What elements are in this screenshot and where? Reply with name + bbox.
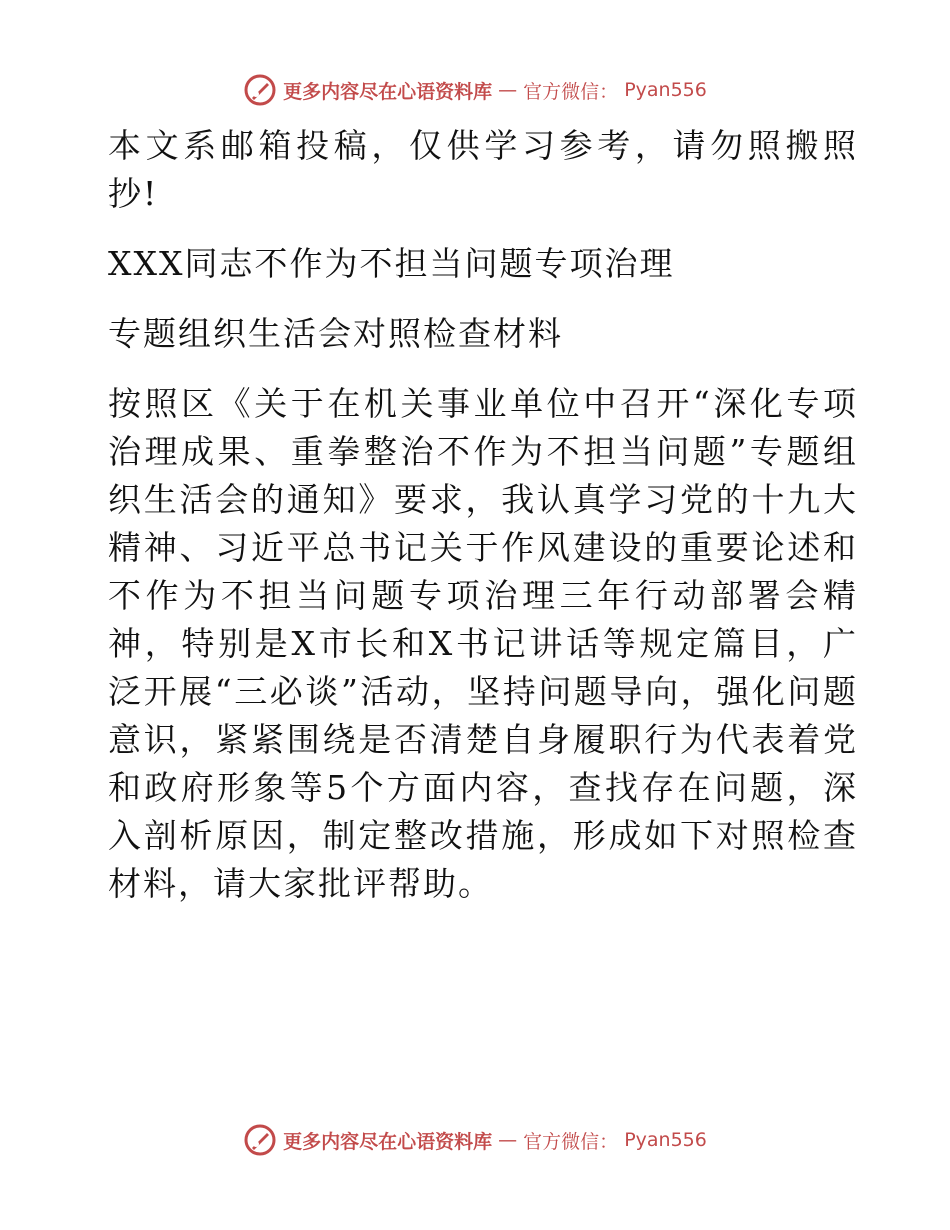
quill-logo-icon [243, 73, 277, 107]
watermark-brand-text: 更多内容尽在心语资料库 [283, 1130, 493, 1153]
watermark-separator: — [498, 1129, 518, 1151]
body-paragraph: 按照区《关于在机关事业单位中召开“深化专项治理成果、重拳整治不作为不担当问题”专题组织生活会的通知》要求，我认真学习党的十九大精神、习近平总书记关于作风建设的重要论述和不作为不担当问题专项治理三年行动部署会精神，特别是X市长和X书记讲话等规定篇目，广泛开展“三必谈”活动，坚持问题导向，强化问题意识，紧紧围绕是否清楚自身履职行为代表着党和政府形象等5个方面内容，查找存在问题，深入剖析原因，制定整改措施，形成如下对照检查材料，请大家批评帮助。 [108, 384, 858, 903]
watermark-wechat-label: 官方微信： [523, 1130, 619, 1153]
document-title-line-1: XXX同志不作为不担当问题专项治理 [108, 244, 675, 283]
submission-notice: 本文系邮箱投稿，仅供学习参考，请勿照搬照抄! [108, 126, 858, 213]
watermark-wechat-id: Pyan556 [624, 79, 707, 101]
document-title-line-2: 专题组织生活会对照检查材料 [108, 314, 563, 353]
footer-watermark [0, 1120, 950, 1160]
quill-logo-icon [243, 1123, 277, 1157]
watermark-separator: — [498, 79, 518, 101]
watermark-wechat-label: 官方微信： [523, 80, 619, 103]
header-watermark [0, 70, 950, 110]
document-body [98, 122, 858, 908]
watermark-wechat-id: Pyan556 [624, 1129, 707, 1151]
watermark-brand-text: 更多内容尽在心语资料库 [283, 80, 493, 103]
